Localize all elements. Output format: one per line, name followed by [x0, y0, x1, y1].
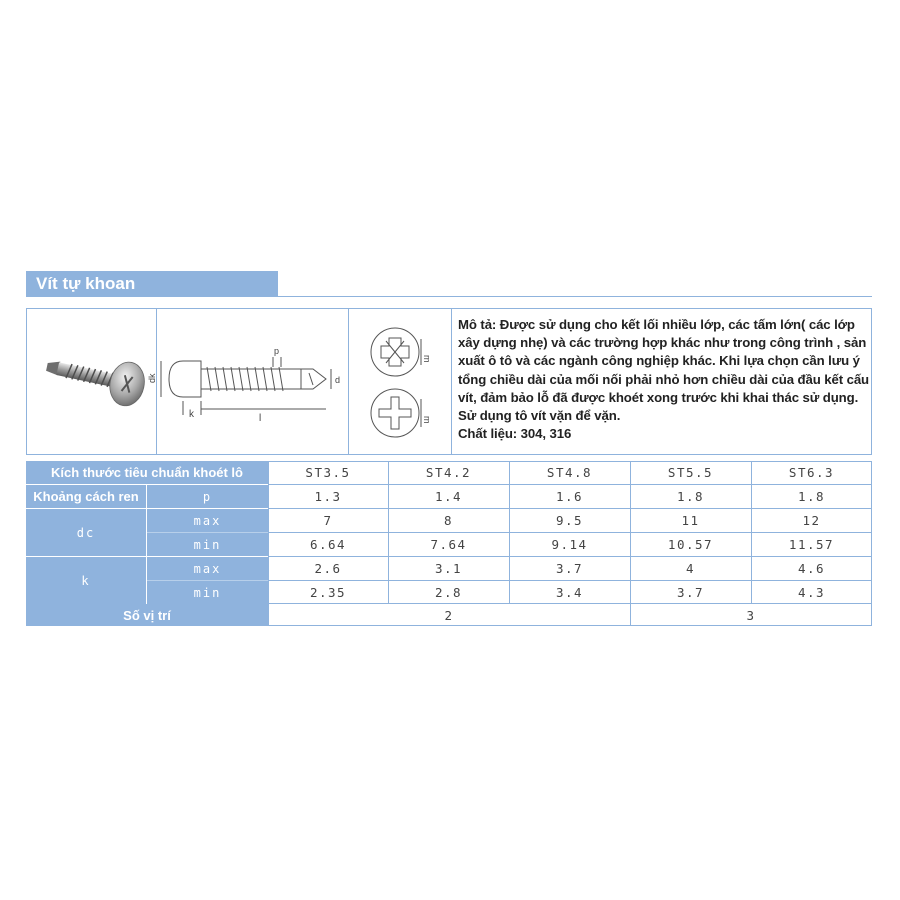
dc-max-cell: 12	[802, 513, 821, 528]
grid-line	[268, 532, 872, 533]
dc-max-cell: 11	[681, 513, 700, 528]
position-cell: 3	[746, 607, 756, 623]
size-cell: ST6.3	[788, 465, 835, 480]
product-info-box	[26, 308, 872, 455]
grid-line	[147, 532, 268, 533]
product-description	[458, 316, 870, 443]
grid-line	[268, 603, 872, 604]
k-max-cell: 4.6	[797, 561, 826, 576]
min-label: min	[147, 581, 268, 604]
pitch-cell: 1.8	[797, 489, 826, 504]
size-cell: ST4.8	[546, 465, 593, 480]
pitch-cell: 1.8	[676, 489, 705, 504]
grid-line	[268, 461, 269, 626]
size-cell: ST4.2	[425, 465, 472, 480]
grid-line	[509, 461, 510, 604]
k-max-cell: 2.6	[314, 561, 342, 576]
grid-line	[630, 461, 631, 626]
k-min-cell: 3.4	[555, 585, 584, 600]
table-row	[26, 509, 872, 532]
table-row	[26, 557, 872, 580]
dc-max-cell: 7	[323, 513, 333, 528]
dc-min-cell: 7.64	[430, 537, 467, 552]
dc-max-cell: 9.5	[555, 513, 584, 528]
size-label: Kích thước tiêu chuẩn khoét lô	[26, 461, 268, 484]
grid-line	[268, 508, 872, 509]
k-min-cell: 4.3	[797, 585, 826, 600]
drive-head-views	[363, 317, 445, 447]
pitch-label: Khoảng cách ren	[26, 485, 146, 508]
title-underline	[278, 296, 872, 297]
dc-min-cell: 9.14	[551, 537, 588, 552]
grid-line	[871, 461, 872, 626]
dc-max-cell: 8	[443, 513, 454, 528]
dc-min-cell: 11.57	[788, 537, 835, 552]
grid-line	[268, 580, 872, 581]
min-label: min	[147, 533, 268, 556]
position-cell: 2	[444, 607, 454, 623]
dc-min-cell: 6.64	[309, 537, 347, 552]
diagram-label-dk: dk	[147, 373, 157, 383]
table-row	[26, 581, 872, 604]
pitch-cell: 1.4	[434, 489, 463, 504]
dc-min-cell: 10.57	[667, 537, 714, 552]
dc-label: dc	[26, 509, 146, 556]
grid-line	[26, 461, 872, 462]
k-max-cell: 3.1	[434, 561, 463, 576]
pitch-sub-label: p	[147, 485, 268, 508]
k-max-cell: 4	[685, 561, 696, 576]
diagram-label-m: m	[422, 355, 432, 363]
diagram-label-d: d	[335, 375, 341, 385]
k-min-cell: 3.7	[676, 585, 705, 600]
screw-photo	[39, 339, 149, 424]
max-label: max	[147, 557, 268, 580]
grid-line	[388, 461, 389, 604]
table-row	[26, 461, 872, 484]
divider	[451, 309, 452, 454]
grid-line	[268, 484, 872, 485]
pitch-cell: 1.3	[314, 489, 342, 504]
grid-line	[751, 461, 752, 604]
size-cell: ST5.5	[667, 465, 714, 480]
k-label: k	[26, 557, 146, 604]
k-max-cell: 3.7	[555, 561, 584, 576]
diagram-label-m: m	[422, 416, 432, 424]
diagram-label-p: p	[274, 346, 280, 356]
table-row	[26, 533, 872, 556]
pitch-cell: 1.6	[555, 489, 584, 504]
table-row	[26, 604, 872, 626]
material-text: Chất liệu: 304, 316	[458, 426, 572, 442]
diagram-label-k: k	[189, 409, 194, 420]
diagram-label-l: l	[259, 413, 262, 424]
position-label: Số vị trí	[26, 604, 268, 626]
k-min-cell: 2.8	[434, 585, 463, 600]
table-row	[26, 485, 872, 508]
screw-technical-drawing	[147, 339, 346, 424]
spec-table	[26, 461, 872, 626]
grid-line	[268, 556, 872, 557]
grid-line	[147, 580, 268, 581]
grid-line	[26, 625, 872, 626]
k-min-cell: 2.35	[309, 585, 347, 600]
max-label: max	[147, 509, 268, 532]
section-title: Vít tự khoan	[26, 271, 278, 297]
divider	[348, 309, 349, 454]
size-cell: ST3.5	[305, 465, 351, 480]
description-text: Mô tả: Được sử dụng cho kết lối nhiều lớp, các tấm lớn( các lớp xây dựng nhẹ) và các trường hợp khác như trong công trình , sản xuất ô tô và các ngành công nghiệp khác. Khi lựa chọn cần lưu ý tổng chiều dài của mối nối phải nhỏ hơn chiều dài của đầu kết cấu vít, đảm bảo lỗ đã được khoét xong trước khi khai thác sử dụng. Sử dụng tô vít vặn để vặn.	[458, 317, 870, 424]
